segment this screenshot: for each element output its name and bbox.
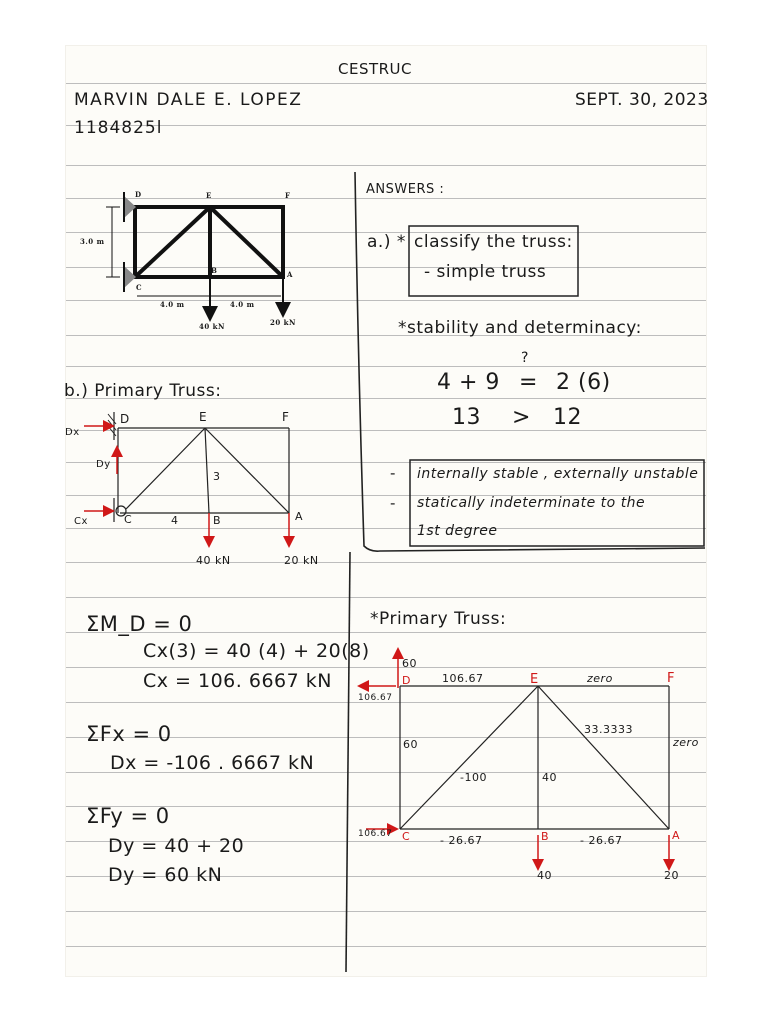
res-node-e: E — [530, 672, 539, 687]
pb-dx: Dx — [65, 427, 80, 438]
given-node-a: A — [287, 270, 293, 279]
answer-a-line1: classify the truss: — [414, 232, 573, 252]
pb-cx: Cx — [74, 516, 88, 527]
given-node-d: D — [135, 190, 142, 199]
res-member-de: 106.67 — [442, 672, 484, 685]
res-reaction-cx: 106.67 — [358, 829, 393, 839]
res-member-ea: 33.3333 — [584, 723, 633, 736]
pb-node-d: D — [120, 412, 130, 426]
equation-1-rhs: 2 (6) — [556, 370, 611, 395]
question-mark: ? — [521, 350, 529, 366]
given-load-b: 40 kN — [199, 322, 225, 331]
res-member-eb: 40 — [542, 771, 557, 784]
answer-a-label: a.) * — [367, 232, 406, 252]
pb-node-a: A — [295, 510, 304, 523]
given-node-b: B — [211, 266, 218, 275]
date: SEPT. 30, 2023 — [575, 90, 709, 110]
given-dim-left: 4.0 m — [160, 300, 185, 309]
stability-heading: *stability and determinacy: — [398, 318, 642, 338]
res-load-b: 40 — [537, 869, 552, 882]
eq-fx-line1: Dx = -106 . 6667 kN — [110, 752, 315, 774]
pb-node-b: B — [213, 514, 222, 527]
eq-moment-title: ΣM_D = 0 — [86, 612, 193, 636]
pb-load-b: 40 kN — [196, 554, 231, 567]
res-node-c: C — [402, 830, 411, 843]
stability-line2: statically indeterminate to the — [417, 495, 646, 511]
res-load-a: 20 — [664, 869, 679, 882]
res-member-dc: 60 — [403, 738, 418, 751]
pb-len-3: 3 — [213, 470, 221, 483]
given-node-c: C — [136, 283, 143, 292]
answer-a-line2: - simple truss — [424, 262, 547, 282]
res-node-f: F — [667, 671, 675, 686]
equation-1-lhs: 4 + 9 — [437, 370, 500, 395]
pb-dy: Dy — [96, 459, 111, 470]
divider-lower — [346, 552, 350, 972]
given-node-e: E — [206, 191, 212, 200]
res-reaction-dy: 60 — [402, 657, 417, 670]
eq-moment-line1: Cx(3) = 40 (4) + 20(8) — [143, 640, 370, 662]
pb-node-f: F — [282, 410, 290, 424]
given-truss-figure — [106, 192, 283, 318]
stability-line3: 1st degree — [417, 523, 498, 539]
given-dim-height: 3.0 m — [80, 237, 105, 246]
res-node-b: B — [541, 830, 550, 843]
pb-load-a: 20 kN — [284, 554, 319, 567]
equation-1-op: = — [519, 370, 538, 395]
given-load-a: 20 kN — [270, 318, 296, 327]
primary-b-heading: b.) Primary Truss: — [64, 381, 222, 401]
stability-line1: internally stable , externally unstable — [417, 466, 699, 482]
res-member-ba: - 26.67 — [580, 834, 623, 847]
pb-node-c: C — [124, 513, 133, 526]
eq-fx-title: ΣFx = 0 — [86, 722, 172, 746]
given-node-f: F — [285, 191, 291, 200]
eq-moment-line2: Cx = 106. 6667 kN — [143, 670, 332, 692]
eq-fy-title: ΣFy = 0 — [86, 804, 170, 828]
res-node-a: A — [672, 829, 681, 842]
equation-2-lhs: 13 — [452, 405, 481, 430]
res-reaction-dx: 106.67 — [358, 693, 393, 703]
dash-1: - — [390, 464, 396, 482]
res-member-fa: zero — [673, 736, 699, 749]
eq-fy-line1: Dy = 40 + 20 — [108, 835, 245, 857]
res-member-cb: - 26.67 — [440, 834, 483, 847]
res-member-ec: -100 — [460, 771, 487, 784]
primary-truss-b — [84, 412, 289, 545]
pb-node-e: E — [199, 410, 208, 424]
answers-heading: ANSWERS : — [366, 182, 445, 197]
pb-len-4: 4 — [171, 514, 179, 527]
equation-2-rhs: 12 — [553, 405, 582, 430]
student-id: 1184825l — [74, 118, 163, 138]
res-node-d: D — [402, 674, 411, 687]
dash-2: - — [390, 494, 396, 512]
eq-fy-line2: Dy = 60 kN — [108, 864, 223, 886]
res-member-ef: zero — [587, 672, 613, 685]
equation-2-op: > — [512, 405, 531, 430]
course-title: CESTRUC — [338, 60, 413, 78]
result-heading: *Primary Truss: — [370, 609, 507, 629]
given-dim-right: 4.0 m — [230, 300, 255, 309]
student-name: MARVIN DALE E. LOPEZ — [74, 90, 303, 110]
